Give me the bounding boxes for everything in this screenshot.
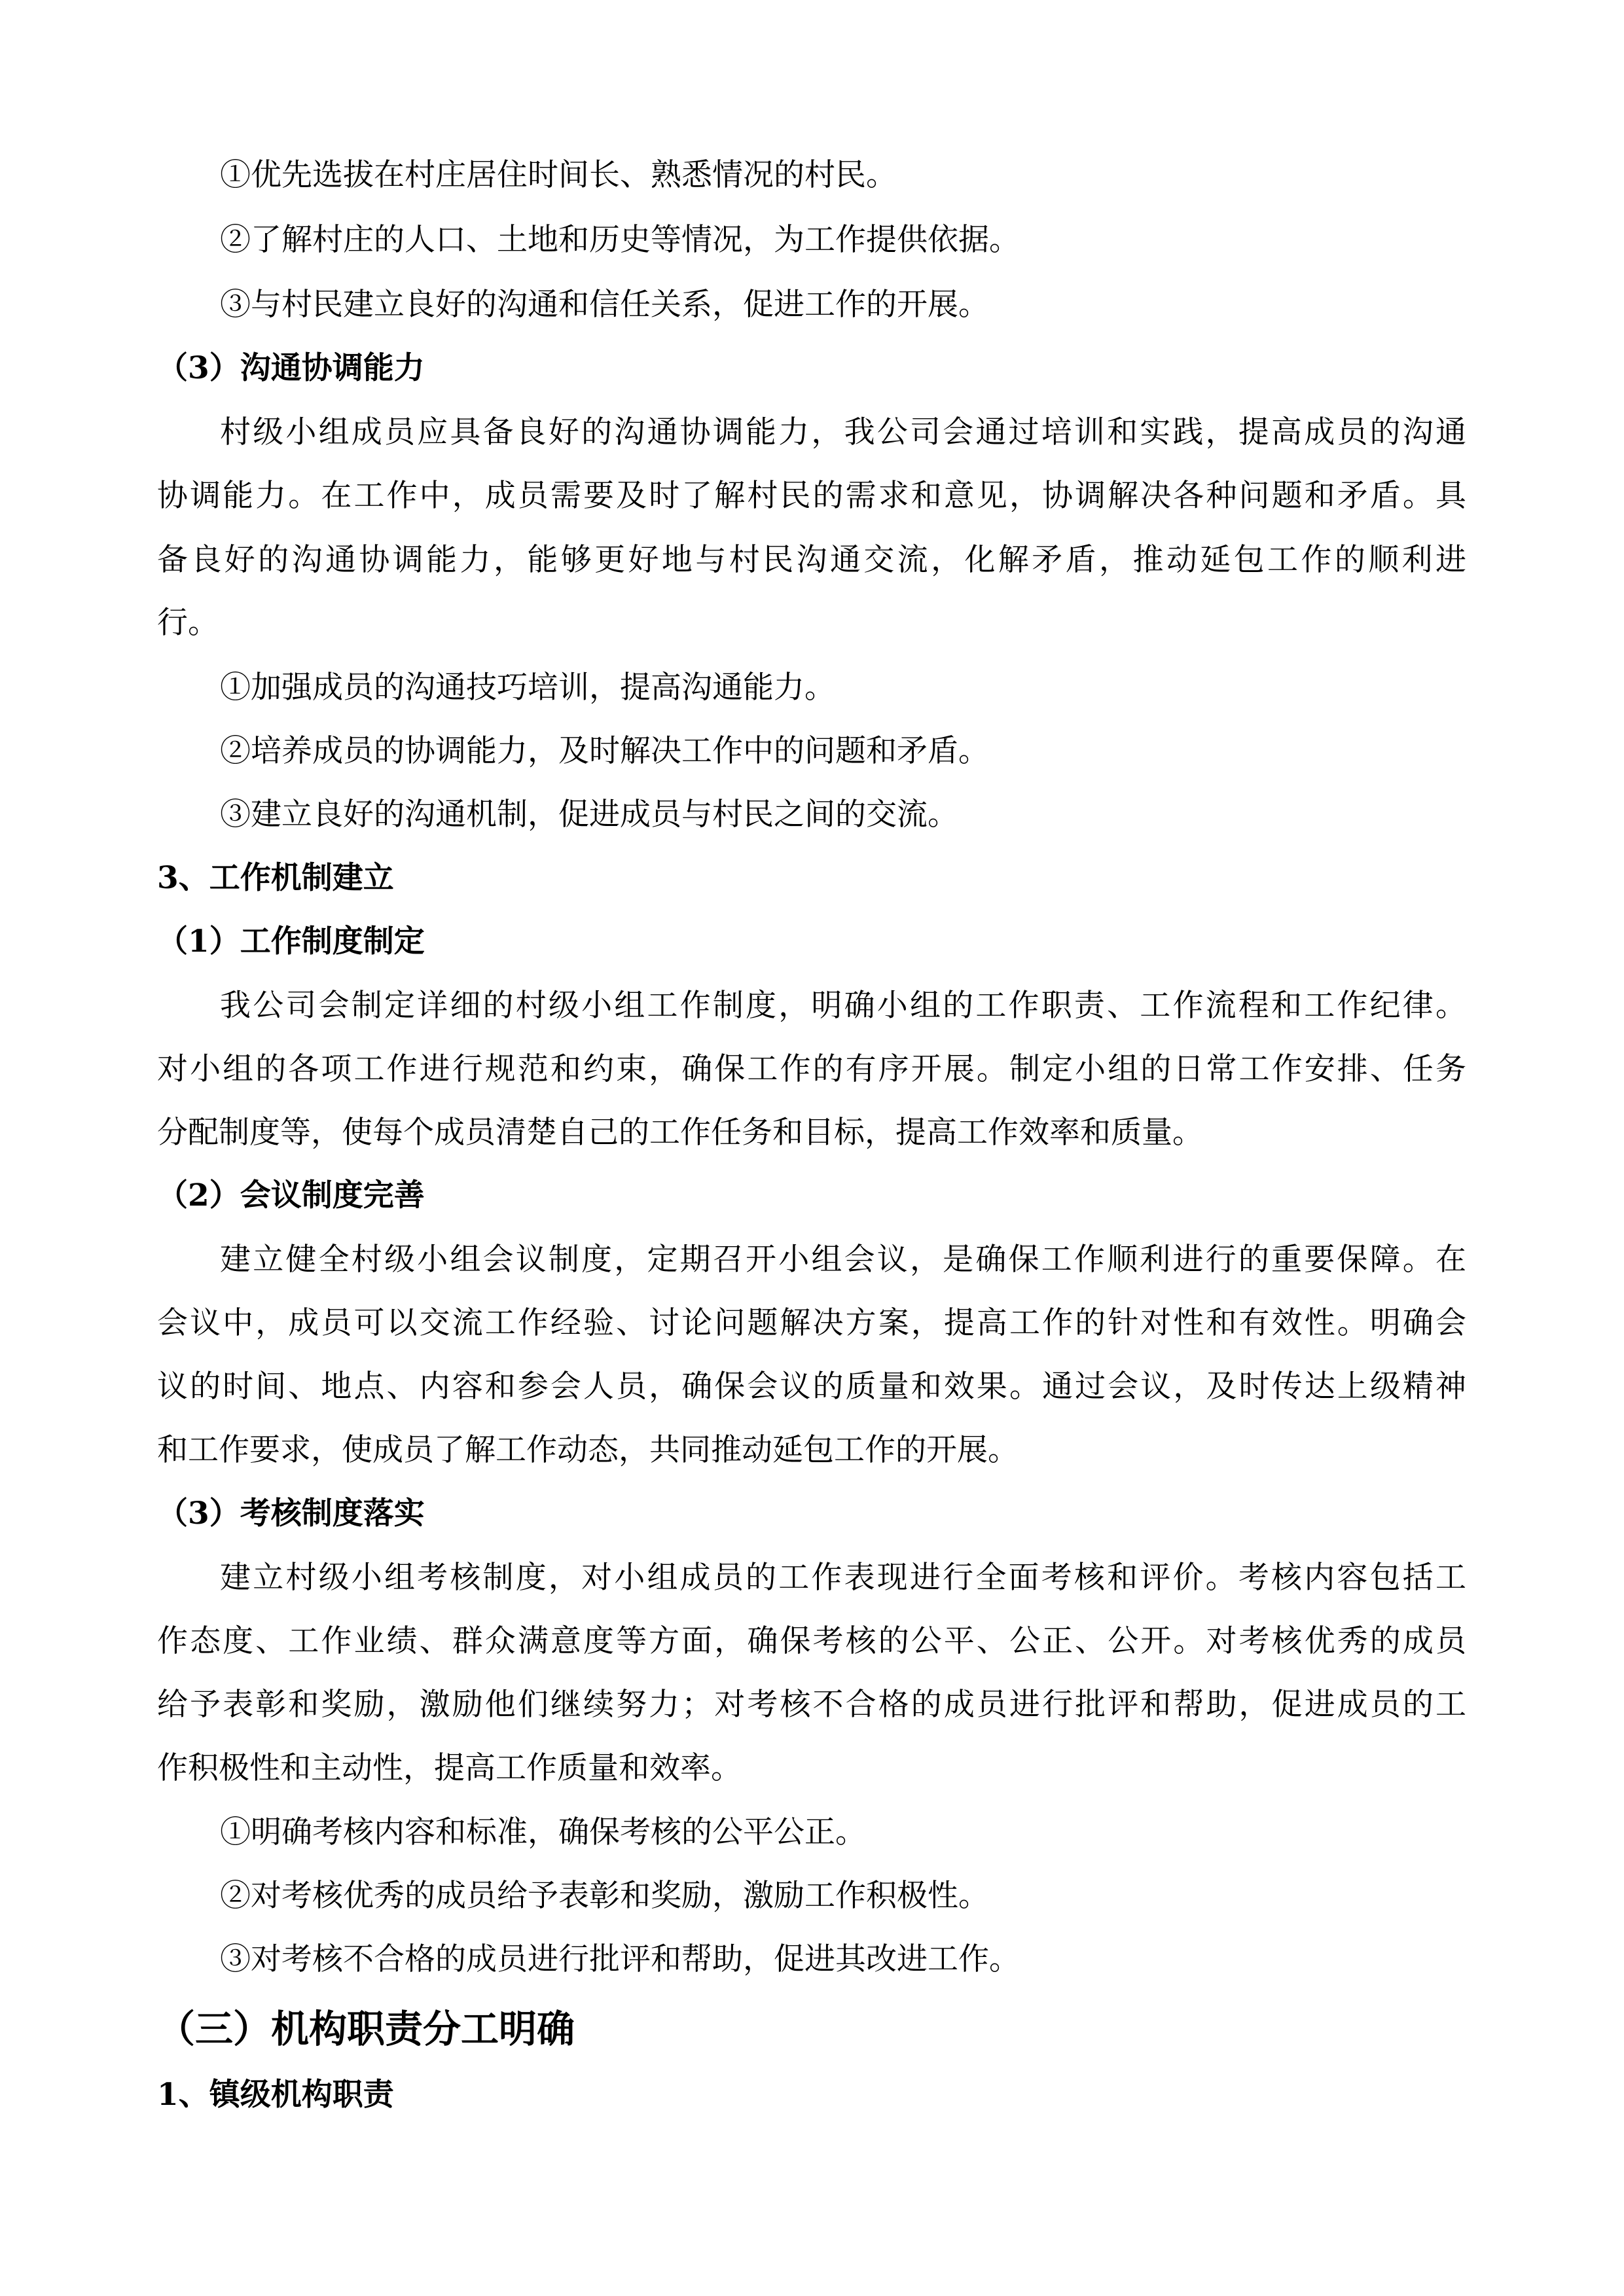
list-item: ①加强成员的沟通技巧培训，提高沟通能力。 xyxy=(220,670,835,706)
subsection-heading: （2）会议制度完善 xyxy=(157,1177,425,1213)
subsection-heading: （1）工作制度制定 xyxy=(157,924,425,960)
list-item: ②对考核优秀的成员给予表彰和奖励，激励工作积极性。 xyxy=(220,1878,989,1914)
list-item: ②了解村庄的人口、土地和历史等情况，为工作提供依据。 xyxy=(220,222,1020,258)
list-item: ①明确考核内容和标准，确保考核的公平公正。 xyxy=(220,1814,866,1850)
list-item: ③建立良好的沟通机制，促进成员与村民之间的交流。 xyxy=(220,797,958,833)
subsection-heading: （3）沟通协调能力 xyxy=(157,350,425,386)
paragraph-line: 议的时间、地点、内容和参会人员，确保会议的质量和效果。通过会议，及时传达上级精神 xyxy=(157,1369,1466,1405)
paragraph-line: 会议中，成员可以交流工作经验、讨论问题解决方案，提高工作的针对性和有效性。明确会 xyxy=(157,1305,1466,1341)
paragraph-line: 我公司会制定详细的村级小组工作制度，明确小组的工作职责、工作流程和工作纪律。 xyxy=(220,988,1466,1024)
section-heading: 1、镇级机构职责 xyxy=(157,2077,394,2113)
paragraph-line: 协调能力。在工作中，成员需要及时了解村民的需求和意见，协调解决各种问题和矛盾。具 xyxy=(157,478,1466,514)
paragraph-line: 分配制度等，使每个成员清楚自己的工作任务和目标，提高工作效率和质量。 xyxy=(157,1115,1203,1151)
paragraph-line: 村级小组成员应具备良好的沟通协调能力，我公司会通过培训和实践，提高成员的沟通 xyxy=(220,414,1466,450)
paragraph-line: 行。 xyxy=(157,605,219,641)
paragraph-line: 建立健全村级小组会议制度，定期召开小组会议，是确保工作顺利进行的重要保障。在 xyxy=(220,1242,1466,1278)
list-item: ③对考核不合格的成员进行批评和帮助，促进其改进工作。 xyxy=(220,1941,1020,1977)
paragraph-line: 作态度、工作业绩、群众满意度等方面，确保考核的公平、公正、公开。对考核优秀的成员 xyxy=(157,1623,1466,1659)
paragraph-line: 对小组的各项工作进行规范和约束，确保工作的有序开展。制定小组的日常工作安排、任务 xyxy=(157,1051,1466,1087)
section-heading: 3、工作机制建立 xyxy=(157,860,394,896)
paragraph-line: 和工作要求，使成员了解工作动态，共同推动延包工作的开展。 xyxy=(157,1432,1019,1468)
subsection-heading: （3）考核制度落实 xyxy=(157,1496,425,1532)
paragraph-line: 作积极性和主动性，提高工作质量和效率。 xyxy=(157,1750,742,1786)
list-item: ①优先选拔在村庄居住时间长、熟悉情况的村民。 xyxy=(220,157,897,193)
paragraph-line: 备良好的沟通协调能力，能够更好地与村民沟通交流，化解矛盾，推动延包工作的顺利进 xyxy=(157,542,1466,578)
paragraph-line: 建立村级小组考核制度，对小组成员的工作表现进行全面考核和评价。考核内容包括工 xyxy=(220,1560,1466,1596)
paragraph-line: 给予表彰和奖励，激励他们继续努力；对考核不合格的成员进行批评和帮助，促进成员的工 xyxy=(157,1687,1466,1723)
list-item: ②培养成员的协调能力，及时解决工作中的问题和矛盾。 xyxy=(220,733,989,769)
chapter-heading: （三）机构职责分工明确 xyxy=(157,2007,575,2051)
list-item: ③与村民建立良好的沟通和信任关系，促进工作的开展。 xyxy=(220,287,989,323)
